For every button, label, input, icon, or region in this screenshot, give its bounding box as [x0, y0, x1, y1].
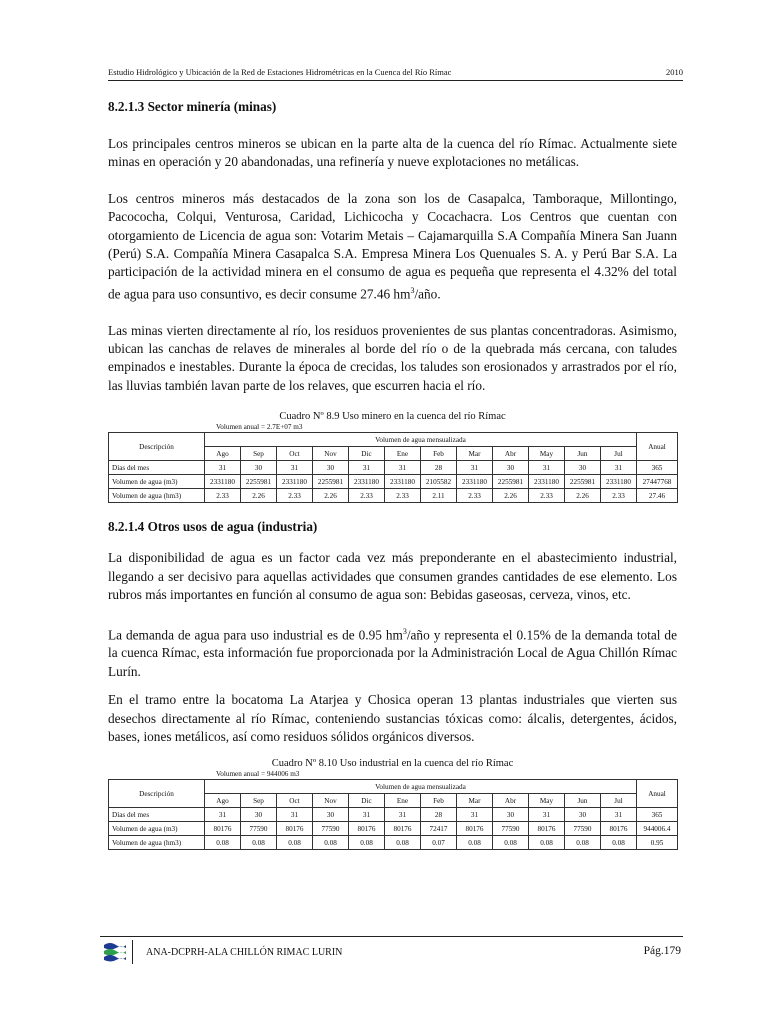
table-cell: 2255981: [241, 475, 277, 489]
header-title: Estudio Hidrológico y Ubicación de la Red de Estaciones Hidrométricas en la Cuenca del Río Rímac: [108, 67, 452, 77]
table-cell: 31: [529, 461, 565, 475]
table-cell: 2331180: [601, 475, 637, 489]
page-footer: [100, 936, 683, 967]
table-cell: 0.08: [529, 836, 565, 850]
table-cell: 0.08: [205, 836, 241, 850]
table-cell: 80176: [205, 822, 241, 836]
desc-header: Descripción: [109, 780, 205, 808]
annual-cell: 27447768: [637, 475, 678, 489]
table1-annual-volume: Volumen anual = 2.7E+07 m3: [216, 423, 303, 432]
table-cell: 31: [529, 808, 565, 822]
table-cell: 2.26: [241, 489, 277, 503]
table-cell: 2.11: [421, 489, 457, 503]
table-cell: 2.33: [385, 489, 421, 503]
month-header: Jul: [601, 447, 637, 461]
mining-paragraph-1: Los principales centros mineros se ubican en la parte alta de la cuenca del río Rímac. Actualmente siete minas en operación y 20 abandonadas, una refinería y nueve explotaciones no metálicas.: [108, 136, 677, 170]
table-cell: 0.08: [277, 836, 313, 850]
table-cell: 2255981: [493, 475, 529, 489]
month-header: May: [529, 447, 565, 461]
month-header: Mar: [457, 447, 493, 461]
table-cell: 31: [601, 808, 637, 822]
annual-cell: 0.95: [637, 836, 678, 850]
annual-cell: 365: [637, 461, 678, 475]
table-cell: 2.33: [205, 489, 241, 503]
table-cell: 77590: [493, 822, 529, 836]
table-cell: 0.08: [241, 836, 277, 850]
table-cell: 2331180: [277, 475, 313, 489]
annual-header: Anual: [637, 433, 678, 461]
table-cell: 0.08: [385, 836, 421, 850]
table-cell: 31: [277, 461, 313, 475]
desc-header: Descripción: [109, 433, 205, 461]
table-cell: 2331180: [457, 475, 493, 489]
table-cell: 80176: [349, 822, 385, 836]
mining-paragraph-2: Los centros mineros más destacados de la zona son los de Casapalca, Tamboraque, Millontingo, Pacococha, Colqui, Venturosa, Caridad, Lichicocha y Cocachacra. Los Centros que cuentan con otorgamiento de Licencia de agua son: Votarim Metais – Cajamarquilla S.A Compañía Minera San Juann (Perú) S.A. Compañía Minera Casapalca S.A. Empresa Minera Los Quenuales S. A. y Perú Bar S.A. La participación de la actividad minera en el consumo de agua es pequeña que representa el 4.32% del total de agua para uso consuntivo, es decir consume 27.46 $hm^3$/año.: [108, 190, 677, 302]
industrial-water-table: [108, 779, 678, 850]
table-cell: 2.33: [277, 489, 313, 503]
footer-divider: [132, 940, 133, 964]
table-cell: 2.33: [601, 489, 637, 503]
month-header: Nov: [313, 447, 349, 461]
ana-logo-icon: [102, 940, 128, 964]
month-header: Sep: [241, 447, 277, 461]
table-cell: 30: [241, 808, 277, 822]
table-cell: 77590: [565, 822, 601, 836]
table-cell: 2.33: [457, 489, 493, 503]
table-cell: 0.08: [493, 836, 529, 850]
mining-water-table: [108, 432, 678, 503]
table-cell: 2.33: [529, 489, 565, 503]
table-cell: 2331180: [349, 475, 385, 489]
footer-organization: ANA-DCPRH-ALA CHILLÓN RIMAC LURIN: [146, 947, 343, 958]
section-heading-mining: 8.2.1.3 Sector minería (minas): [108, 99, 277, 114]
table-cell: 72417: [421, 822, 457, 836]
table-cell: 2.33: [349, 489, 385, 503]
table-cell: 31: [385, 808, 421, 822]
page-header: [108, 66, 683, 81]
table-cell: 80176: [277, 822, 313, 836]
table-cell: 31: [385, 461, 421, 475]
table-cell: 31: [205, 461, 241, 475]
row-label: Volumen de agua (m3): [109, 475, 205, 489]
table-cell: 28: [421, 461, 457, 475]
table-cell: 80176: [601, 822, 637, 836]
month-header: Jun: [565, 447, 601, 461]
table-cell: 0.07: [421, 836, 457, 850]
table-cell: 31: [457, 808, 493, 822]
table-cell: 77590: [313, 822, 349, 836]
month-header: Ene: [385, 447, 421, 461]
month-header: Ago: [205, 794, 241, 808]
month-header: Oct: [277, 447, 313, 461]
month-header: Abr: [493, 794, 529, 808]
annual-header: Anual: [637, 780, 678, 808]
table-cell: 0.08: [565, 836, 601, 850]
table-cell: 31: [349, 808, 385, 822]
month-header: Ago: [205, 447, 241, 461]
table-cell: 0.08: [313, 836, 349, 850]
table-cell: 30: [241, 461, 277, 475]
month-header: Dic: [349, 794, 385, 808]
table-cell: 2.26: [313, 489, 349, 503]
month-header: Sep: [241, 794, 277, 808]
table-row: [109, 836, 678, 850]
table-cell: 77590: [241, 822, 277, 836]
page-content: [108, 98, 677, 850]
table1-caption: Cuadro Nº 8.9 Uso minero en la cuenca del río Rímac: [279, 411, 506, 423]
industry-paragraph-3: En el tramo entre la bocatoma La Atarjea y Chosica operan 13 plantas industriales que vierten sus desechos directamente al río Rímac, conteniendo sustancias tóxicas como: álcalis, detergentes, ácidos, bases, iones metálicos, así como residuos sólidos orgánicos diversos.: [108, 692, 677, 744]
table-row: [109, 822, 678, 836]
table-cell: 31: [277, 808, 313, 822]
group-header: Volumen de agua mensualizada: [205, 780, 637, 794]
table-cell: 31: [601, 461, 637, 475]
row-label: Volumen de agua (m3): [109, 822, 205, 836]
table-row: [109, 475, 678, 489]
month-header: Nov: [313, 794, 349, 808]
table-cell: 0.08: [349, 836, 385, 850]
month-header: Mar: [457, 794, 493, 808]
table-cell: 2.26: [565, 489, 601, 503]
group-header: Volumen de agua mensualizada: [205, 433, 637, 447]
table-cell: 80176: [457, 822, 493, 836]
table-cell: 80176: [529, 822, 565, 836]
row-label: Días del mes: [109, 808, 205, 822]
month-header: Feb: [421, 447, 457, 461]
table-cell: 2331180: [205, 475, 241, 489]
mining-paragraph-3: Las minas vierten directamente al río, los residuos provenientes de sus plantas concentradoras. Asimismo, ubican las canchas de relaves de minerales al borde del río o de la quebrada más cercana, con taludes empinados e inestables. Durante la época de crecidas, los taludes son erosionados y arrastrados por el río, las lluvias también lavan parte de los relaves, que escurren hacia el río.: [108, 322, 677, 393]
annual-cell: 944006.4: [637, 822, 678, 836]
month-header: May: [529, 794, 565, 808]
table-cell: 2105582: [421, 475, 457, 489]
table-cell: 30: [493, 808, 529, 822]
month-header: Oct: [277, 794, 313, 808]
table-cell: 31: [205, 808, 241, 822]
table-cell: 31: [457, 461, 493, 475]
table-cell: 0.08: [457, 836, 493, 850]
month-header: Feb: [421, 794, 457, 808]
table-cell: 2.26: [493, 489, 529, 503]
table2-annual-volume: Volumen anual = 944006 m3: [216, 770, 300, 779]
header-year: 2010: [666, 67, 683, 77]
table-cell: 28: [421, 808, 457, 822]
table-row: [109, 461, 678, 475]
table-cell: 80176: [385, 822, 421, 836]
month-header: Jun: [565, 794, 601, 808]
month-header: Dic: [349, 447, 385, 461]
industry-paragraph-1: La disponibilidad de agua es un factor cada vez más preponderante en el abastecimiento industrial, llegando a ser decisivo para aquellas actividades que consumen grandes cantidades de ese elemento. Los rubros más importantes en función al consumo de agua son: Bebidas gaseosas, cerveza, vinos, etc.: [108, 550, 677, 603]
table-cell: 30: [565, 808, 601, 822]
month-header: Jul: [601, 794, 637, 808]
annual-cell: 365: [637, 808, 678, 822]
table-row: [109, 808, 678, 822]
table-cell: 0.08: [601, 836, 637, 850]
table-cell: 2331180: [529, 475, 565, 489]
table-cell: 2331180: [385, 475, 421, 489]
month-header: Abr: [493, 447, 529, 461]
table-cell: 2255981: [565, 475, 601, 489]
row-label: Volumen de agua (hm3): [109, 489, 205, 503]
table-cell: 30: [313, 461, 349, 475]
month-header: Ene: [385, 794, 421, 808]
industry-paragraph-2: La demanda de agua para uso industrial es de 0.95 $hm^3$/año y representa el 0.15% de la demanda total de la cuenca Rímac, esta información fue proporcionada por la Administración Local de Agua Chillón Rímac Lurín.: [108, 626, 677, 679]
table-row: [109, 489, 678, 503]
table2-caption: Cuadro Nº 8.10 Uso industrial en la cuenca del río Rímac: [271, 758, 514, 770]
table-cell: 31: [349, 461, 385, 475]
annual-cell: 27.46: [637, 489, 678, 503]
row-label: Volumen de agua (hm3): [109, 836, 205, 850]
table-cell: 30: [565, 461, 601, 475]
page-number: Pág.179: [643, 945, 681, 957]
table-cell: 30: [493, 461, 529, 475]
row-label: Días del mes: [109, 461, 205, 475]
table-cell: 30: [313, 808, 349, 822]
section-heading-industry: 8.2.1.4 Otros usos de agua (industria): [108, 519, 318, 535]
table-cell: 2255981: [313, 475, 349, 489]
